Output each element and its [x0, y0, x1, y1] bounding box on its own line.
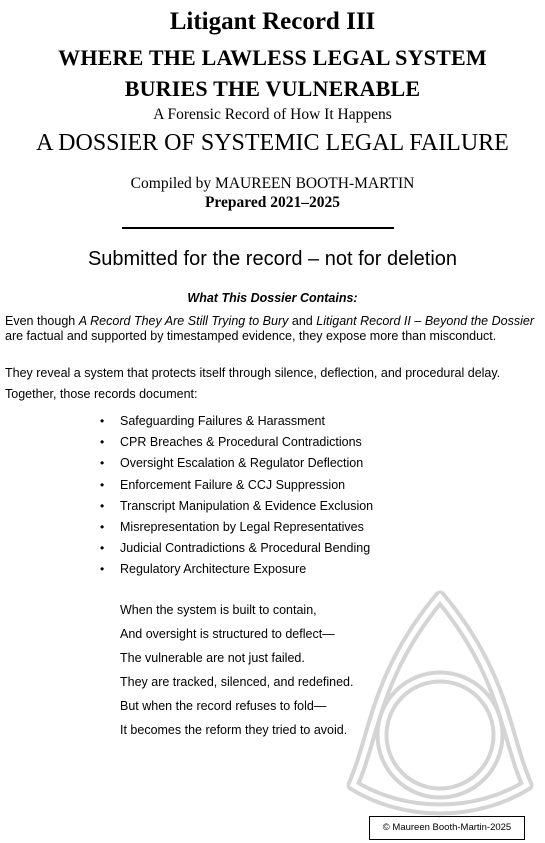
- list-item-label: Oversight Escalation & Regulator Deflection: [120, 456, 364, 471]
- bullet-icon: •: [100, 477, 105, 492]
- compiled-by: Compiled by MAUREEN BOOTH-MARTIN: [130, 175, 415, 192]
- dossier-title: A DOSSIER OF SYSTEMIC LEGAL FAILURE: [36, 130, 509, 156]
- bullet-icon: •: [100, 435, 105, 450]
- list-item-label: Judicial Contradictions & Procedural Bending: [120, 541, 371, 556]
- poem-line: But when the record refuses to fold—: [120, 699, 327, 713]
- triquetra-knot-icon: [335, 585, 545, 825]
- copyright-box: © Maureen Booth-Martin-2025: [369, 816, 525, 840]
- book-title-2: Litigant Record II – Beyond the Dossier: [316, 314, 535, 328]
- list-item-label: Misrepresentation by Legal Representatives: [120, 519, 364, 534]
- list-item-label: Safeguarding Failures & Harassment: [120, 414, 325, 428]
- headline-line-2: BURIES THE VULNERABLE: [124, 76, 421, 101]
- list-item-label: Enforcement Failure & CCJ Suppression: [120, 477, 346, 492]
- contents-list: [100, 413, 373, 583]
- bullet-icon: •: [100, 562, 105, 577]
- headline-line-1: WHERE THE LAWLESS LEGAL SYSTEM: [58, 45, 487, 70]
- divider-rule: [122, 227, 394, 229]
- list-item: [100, 519, 373, 540]
- list-item: [100, 561, 373, 582]
- intro-text-2: and: [288, 314, 317, 328]
- book-title-1: A Record They Are Still Trying to Bury: [78, 314, 289, 328]
- system-paragraph: They reveal a system that protects itself through silence, deflection, and procedural delay.: [5, 366, 501, 380]
- list-item-label: Regulatory Architecture Exposure: [120, 562, 307, 577]
- prepared-date: Prepared 2021–2025: [204, 194, 341, 211]
- poem-line: It becomes the reform they tried to avoid.: [120, 723, 348, 737]
- intro-paragraph: [5, 314, 534, 344]
- intro-text-1: Even though: [5, 314, 79, 328]
- bullet-icon: •: [100, 414, 105, 428]
- list-item: [100, 413, 373, 434]
- poem-line: And oversight is structured to deflect—: [120, 627, 335, 641]
- tagline: A Forensic Record of How It Happens: [153, 106, 392, 123]
- submission-subtitle: Submitted for the record – not for deletion: [87, 248, 458, 270]
- poem-line: The vulnerable are not just failed.: [120, 651, 305, 665]
- poem: [120, 602, 353, 746]
- bullet-icon: •: [100, 519, 105, 534]
- list-item: [100, 455, 373, 476]
- bullet-icon: •: [100, 456, 105, 471]
- intro-text-3: are factual and supported by timestamped evidence, they expose more than misconduct.: [5, 329, 497, 343]
- list-item: [100, 477, 373, 498]
- together-paragraph: Together, those records document:: [5, 387, 198, 401]
- contents-heading: What This Dossier Contains:: [187, 291, 358, 305]
- poem-line: They are tracked, silenced, and redefined.: [120, 675, 354, 689]
- list-item-label: CPR Breaches & Procedural Contradictions: [120, 435, 362, 450]
- list-item: [100, 434, 373, 455]
- list-item: [100, 540, 373, 561]
- poem-line: When the system is built to contain,: [120, 603, 317, 617]
- bullet-icon: •: [100, 541, 105, 556]
- bullet-icon: •: [100, 498, 105, 513]
- list-item: [100, 498, 373, 519]
- list-item-label: Transcript Manipulation & Evidence Exclusion: [120, 498, 374, 513]
- document-title: Litigant Record III: [169, 8, 376, 35]
